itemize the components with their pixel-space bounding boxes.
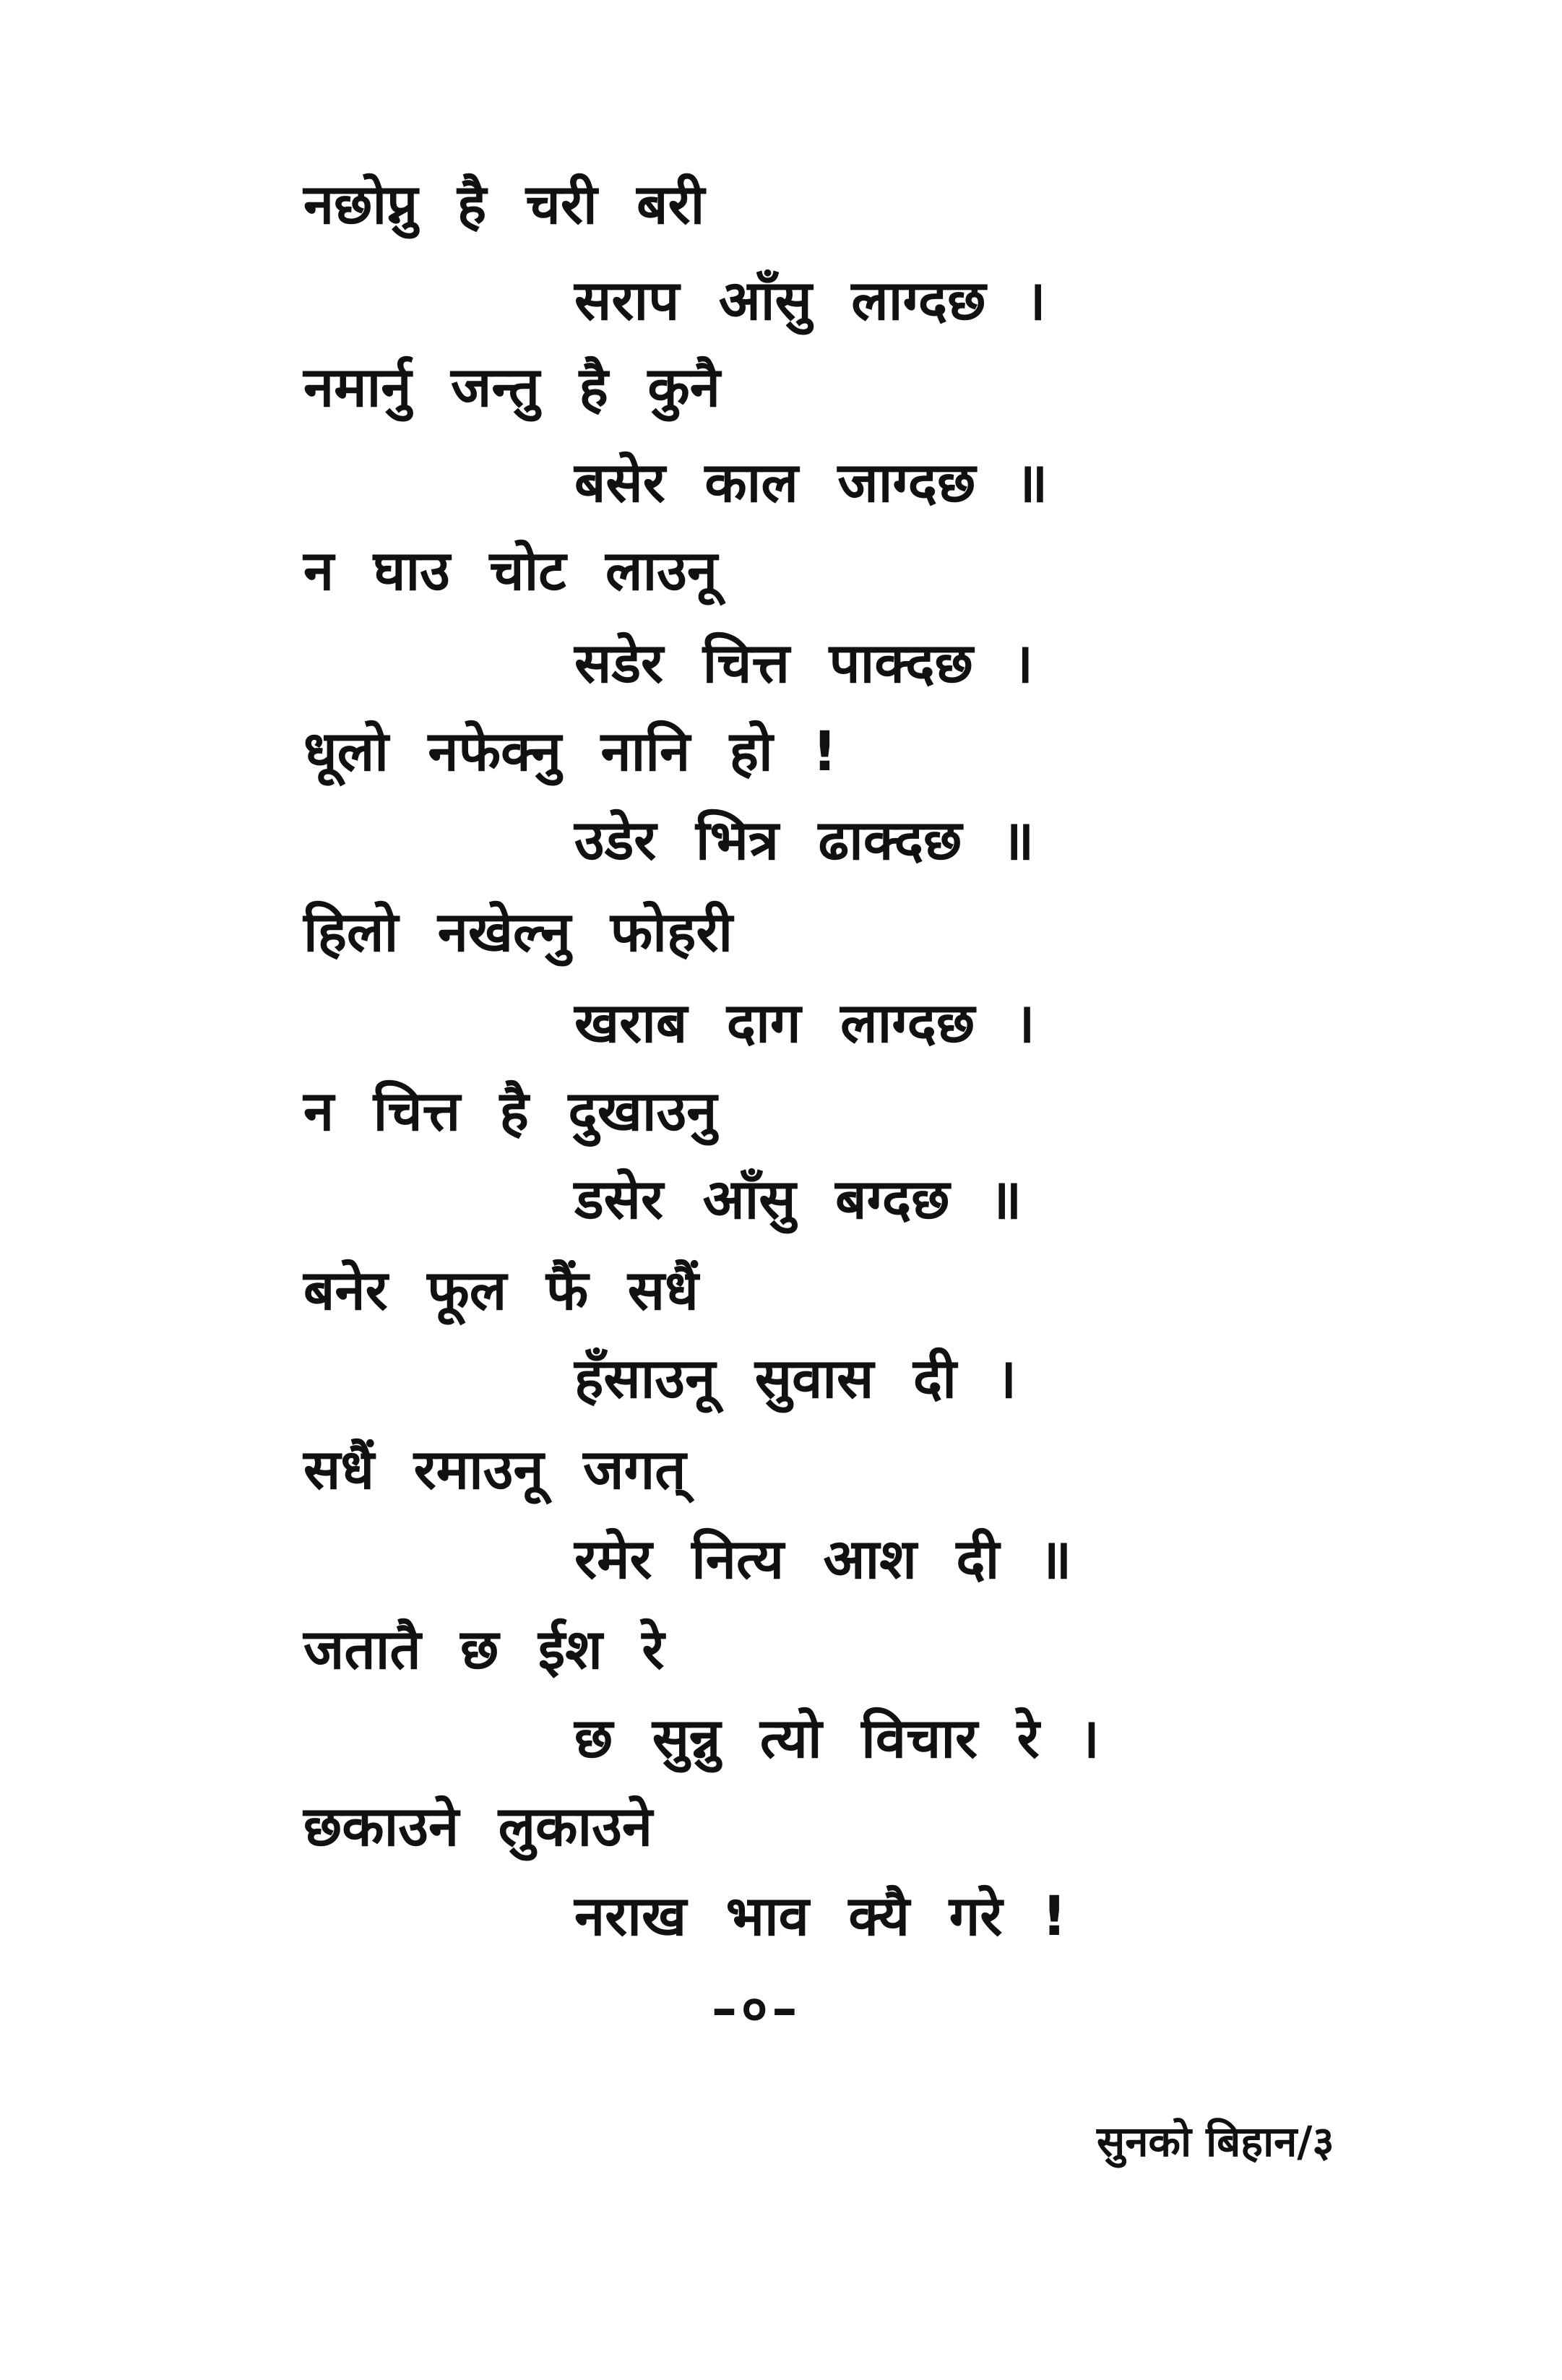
- poem-line: खराब दाग लाग्दछ ।: [574, 991, 1035, 1055]
- poem-line: जतातै छ ईश रे: [303, 1617, 665, 1681]
- poem-line: हिलो नखेल्नु फोहरी: [303, 900, 733, 964]
- poem-line: बसेर काल जाग्दछ ॥: [574, 450, 1048, 514]
- poem-line: नछोप्नु है चरी बरी: [303, 172, 705, 236]
- poem-line: धूलो नफेक्नु नानि हो !: [303, 719, 837, 783]
- poem-end-mark: –०–: [712, 1979, 802, 2038]
- poem-line: नराख भाव क्यै गरे !: [574, 1884, 1067, 1948]
- poem-line: सधैं रमाउनू जगत्: [303, 1437, 686, 1501]
- poem-line: रमेर नित्य आश दी ॥: [574, 1527, 1072, 1591]
- poem-line: छकाउने लुकाउने: [303, 1794, 653, 1858]
- poem-line: बनेर फूल फैं सधैं: [303, 1258, 699, 1322]
- poem-line: न घाउ चोट लाउनू: [303, 538, 718, 603]
- poem-line: न चित्त है दुखाउनु: [303, 1079, 717, 1143]
- poem-line: उडेर भित्र ढाक्दछ ॥: [574, 808, 1035, 872]
- poem-line: सराप आँसु लाग्दछ ।: [574, 268, 1046, 332]
- poem-line: सडेर चित्त पाक्दछ ।: [574, 631, 1034, 695]
- poem-line: छ सुन्नु त्यो विचार रे ।: [574, 1706, 1100, 1770]
- poem-line: डसेर आँसु बग्दछ ॥: [574, 1167, 1022, 1231]
- poem-line: हँसाउनू सुवास दी ।: [574, 1346, 1017, 1410]
- page-footer-label: सुनको बिहान/३: [1097, 2117, 1334, 2166]
- poem-line: नमार्नु जन्तु है कुनै: [303, 355, 720, 419]
